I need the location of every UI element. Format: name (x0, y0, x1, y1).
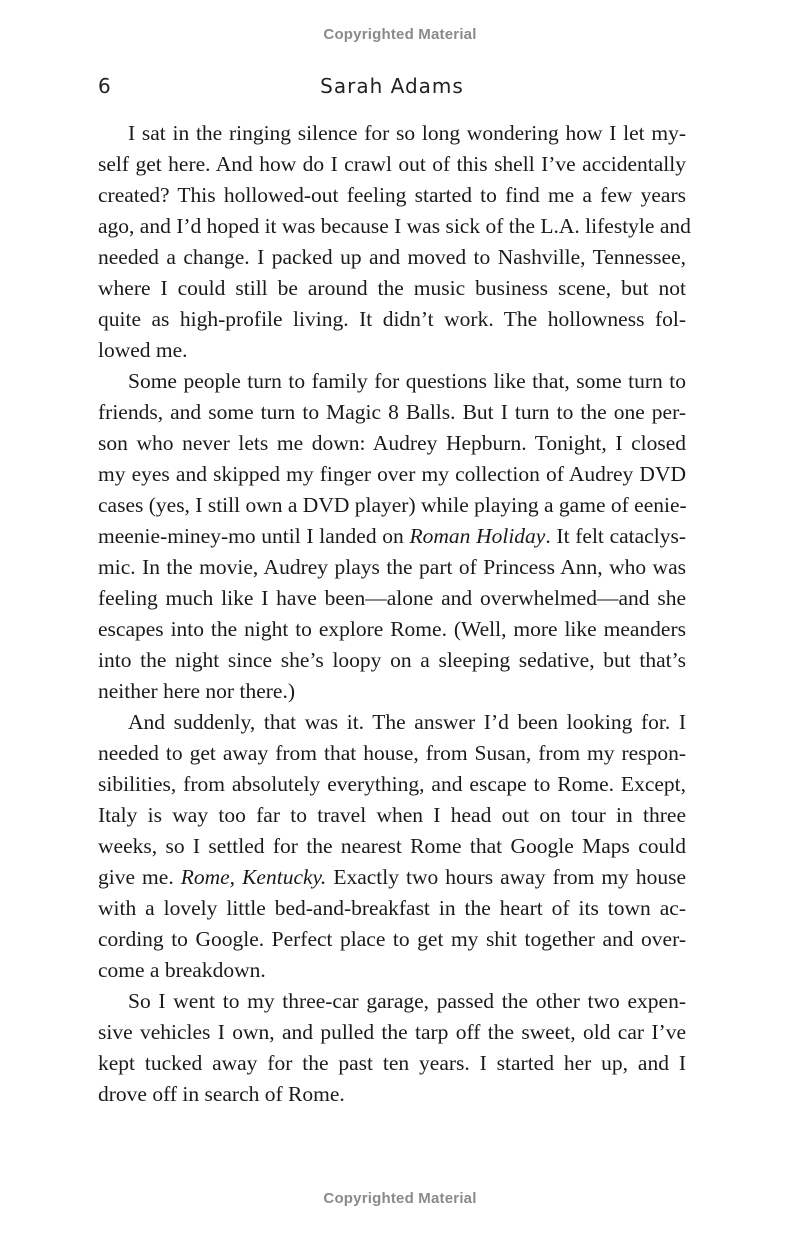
text-line: mic. In the movie, Audrey plays the part of Princess Ann, who was (98, 555, 686, 579)
text-line: quite as high-profile living. It didn’t work. The hollowness fol- (98, 307, 686, 331)
text-line: sibilities, from absolutely everything, and escape to Rome. Except, (98, 772, 686, 796)
text-run: . It felt cataclys- (545, 524, 686, 548)
paragraph (98, 366, 686, 707)
text-line: lowed me. (98, 338, 188, 362)
text-line: weeks, so I settled for the nearest Rome that Google Maps could (98, 834, 686, 858)
text-line: self get here. And how do I crawl out of this shell I’ve accidentally (98, 152, 686, 176)
text-line: feeling much like I have been—alone and overwhelmed—and she (98, 586, 686, 610)
text-line: cases (yes, I still own a DVD player) while playing a game of eenie- (98, 493, 687, 517)
text-line: needed a change. I packed up and moved to Nashville, Tennessee, (98, 245, 686, 269)
text-line: son who never lets me down: Audrey Hepburn. Tonight, I closed (98, 431, 686, 455)
text-line: where I could still be around the music business scene, but not (98, 276, 686, 300)
page-number: 6 (98, 74, 112, 98)
text-line: And suddenly, that was it. The answer I’d been looking for. I (128, 710, 686, 734)
text-line: needed to get away from that house, from Susan, from my respon- (98, 741, 686, 765)
text-line: So I went to my three-car garage, passed the other two expen- (128, 989, 686, 1013)
text-line: cording to Google. Perfect place to get my shit together and over- (98, 927, 686, 951)
text-line: drove off in search of Rome. (98, 1082, 345, 1106)
text-line: my eyes and skipped my finger over my collection of Audrey DVD (98, 462, 686, 486)
text-line (98, 521, 686, 552)
text-run: give me. (98, 865, 181, 889)
copyright-watermark-bottom: Copyrighted Material (323, 1190, 477, 1207)
text-line: neither here nor there.) (98, 679, 295, 703)
running-head-author: Sarah Adams (320, 74, 464, 98)
text-line: ago, and I’d hoped it was because I was sick of the L.A. lifestyle and (98, 214, 691, 238)
copyright-watermark-top: Copyrighted Material (323, 26, 477, 43)
text-line: sive vehicles I own, and pulled the tarp off the sweet, old car I’ve (98, 1020, 686, 1044)
paragraph (98, 118, 691, 366)
text-line: friends, and some turn to Magic 8 Balls. But I turn to the one per- (98, 400, 686, 424)
text-line: kept tucked away for the past ten years. I started her up, and I (98, 1051, 686, 1075)
text-line: into the night since she’s loopy on a sleeping sedative, but that’s (98, 648, 686, 672)
text-run: Exactly two hours away from my house (326, 865, 686, 889)
running-head (98, 74, 686, 104)
italic-title: Rome, Kentucky. (180, 865, 327, 889)
text-line: created? This hollowed-out feeling started to find me a few years (98, 183, 686, 207)
text-run: meenie-miney-mo until I landed on (98, 524, 410, 548)
italic-title: Roman Holiday (409, 524, 546, 548)
body-text (98, 118, 691, 1110)
text-line: come a breakdown. (98, 958, 266, 982)
text-line: escapes into the night to explore Rome. (Well, more like meanders (98, 617, 686, 641)
text-line: Italy is way too far to travel when I head out on tour in three (98, 803, 686, 827)
paragraph (98, 707, 686, 986)
text-line: with a lovely little bed-and-breakfast in the heart of its town ac- (98, 896, 686, 920)
text-line: Some people turn to family for questions like that, some turn to (128, 369, 686, 393)
text-line (98, 862, 686, 893)
text-line: I sat in the ringing silence for so long wondering how I let my- (128, 121, 686, 145)
paragraph (98, 986, 686, 1110)
